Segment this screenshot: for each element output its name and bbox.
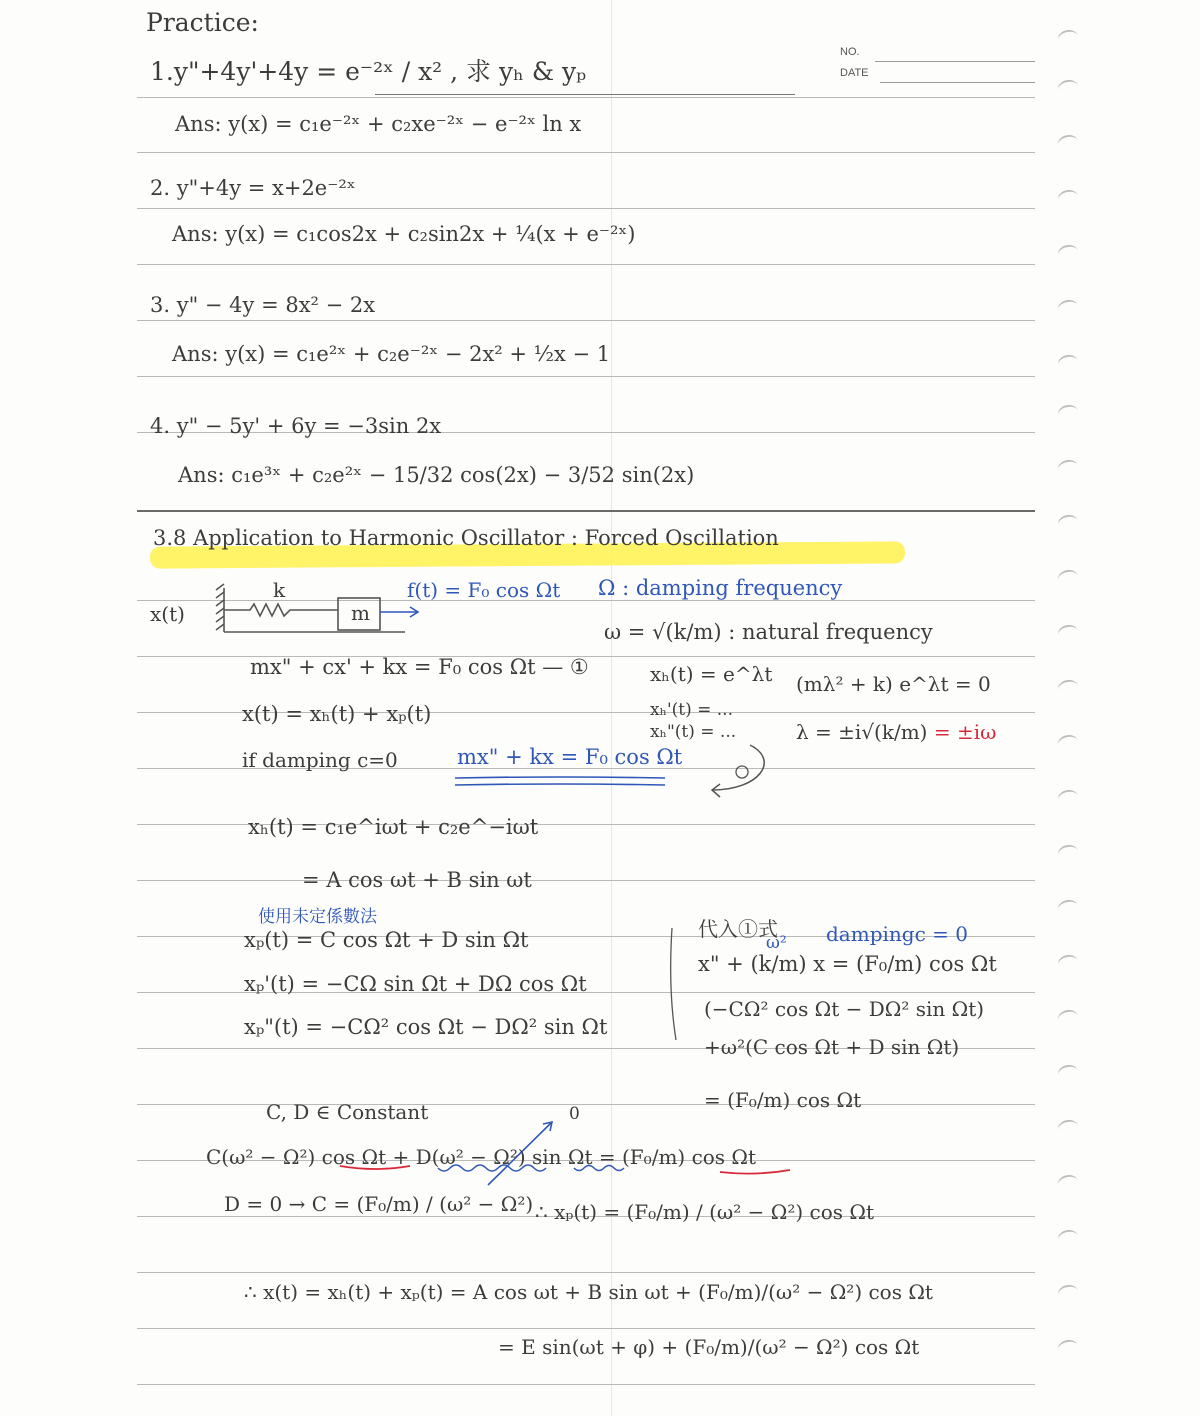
damping-zero-note: dampingc = 0: [826, 922, 968, 946]
problem-2-question: 2. y"+4y = x+2e⁻²ˣ: [150, 176, 356, 200]
lambda-roots: λ = ±i√(k/m) = ±iω: [796, 720, 997, 744]
force-label: f(t) = F₀ cos Ωt: [407, 578, 561, 602]
problem-1-answer: Ans: y(x) = c₁e⁻²ˣ + c₂xe⁻²ˣ − e⁻²ˣ ln x: [175, 112, 582, 136]
no-label: NO.: [840, 46, 860, 58]
diagram-spring-label: k: [273, 578, 286, 602]
xh-trig-form: = A cos ωt + B sin ωt: [302, 868, 532, 892]
xh-guess: xₕ(t) = e^λt: [650, 662, 773, 686]
problem-2-answer: Ans: y(x) = c₁cos2x + c₂sin2x + ¼(x + e⁻²ˣ): [172, 222, 636, 246]
natural-frequency-note: ω = √(k/m) : natural frequency: [604, 620, 933, 644]
undamped-ode: mx" + kx = F₀ cos Ωt: [457, 745, 683, 769]
characteristic-equation: (mλ² + k) e^λt = 0: [796, 672, 991, 696]
coefficient-comparison: C(ω² − Ω²) cos Ωt + D(ω² − Ω²) sin Ωt = (F₀/m) cos Ωt: [206, 1145, 757, 1169]
xp-prime: xₚ'(t) = −CΩ sin Ωt + DΩ cos Ωt: [244, 972, 587, 996]
xp-guess: xₚ(t) = C cos Ωt + D sin Ωt: [244, 928, 529, 952]
omega-squared-note: ω²: [766, 933, 787, 953]
xh-prime: xₕ'(t) = ...: [650, 700, 733, 720]
substitution-line-3: = (F₀/m) cos Ωt: [704, 1088, 862, 1112]
xh-double-prime: xₕ"(t) = ...: [650, 722, 737, 742]
undetermined-coefficients-note: 使用未定係數法: [258, 907, 377, 927]
final-solution-2: = E sin(ωt + φ) + (F₀/m)/(ω² − Ω²) cos Ωt: [498, 1335, 920, 1359]
coefficient-result: D = 0 → C = (F₀/m) / (ω² − Ω²): [224, 1192, 534, 1216]
damping-frequency-note: Ω : damping frequency: [598, 576, 843, 600]
xp-double-prime: xₚ"(t) = −CΩ² cos Ωt − DΩ² sin Ωt: [244, 1015, 608, 1039]
diagram-x-label: x(t): [150, 602, 185, 626]
lambda-roots-omega: = ±iω: [933, 720, 997, 744]
problem-3-question: 3. y" − 4y = 8x² − 2x: [150, 293, 376, 317]
substitution-line-1: (−CΩ² cos Ωt − DΩ² sin Ωt): [704, 997, 985, 1021]
forced-ode: mx" + cx' + kx = F₀ cos Ωt — ①: [250, 655, 589, 679]
substitute-note: 代入①式: [698, 917, 778, 941]
final-solution-1: ∴ x(t) = xₕ(t) + xₚ(t) = A cos ωt + B sin ωt + (F₀/m)/(ω² − Ω²) cos Ωt: [244, 1280, 933, 1304]
zero-annotation: 0: [569, 1104, 580, 1124]
problem-1-question: 1.y"+4y'+4y = e⁻²ˣ / x² , 求 yₕ & yₚ: [150, 57, 587, 86]
particular-solution: ∴ xₚ(t) = (F₀/m) / (ω² − Ω²) cos Ωt: [535, 1200, 874, 1224]
diagram-mass-label: m: [351, 601, 370, 625]
general-solution: x(t) = xₕ(t) + xₚ(t): [242, 702, 432, 726]
substituted-ode: x" + (k/m) x = (F₀/m) cos Ωt: [698, 952, 997, 976]
section-title: 3.8 Application to Harmonic Oscillator : Forced Oscillation: [153, 526, 779, 550]
problem-4-answer: Ans: c₁e³ˣ + c₂e²ˣ − 15/32 cos(2x) − 3/52 sin(2x): [178, 463, 695, 487]
date-label: DATE: [840, 67, 869, 79]
substitution-line-2: +ω²(C cos Ωt + D sin Ωt): [704, 1035, 960, 1059]
xh-solution: xₕ(t) = c₁e^iωt + c₂e^−iωt: [248, 815, 539, 839]
problem-4-question: 4. y" − 5y' + 6y = −3sin 2x: [150, 414, 442, 438]
if-damping-note: if damping c=0: [242, 748, 398, 772]
constants-note: C, D ∈ Constant: [266, 1100, 429, 1124]
practice-title: Practice:: [146, 8, 259, 37]
problem-3-answer: Ans: y(x) = c₁e²ˣ + c₂e⁻²ˣ − 2x² + ½x − 1: [172, 342, 611, 366]
